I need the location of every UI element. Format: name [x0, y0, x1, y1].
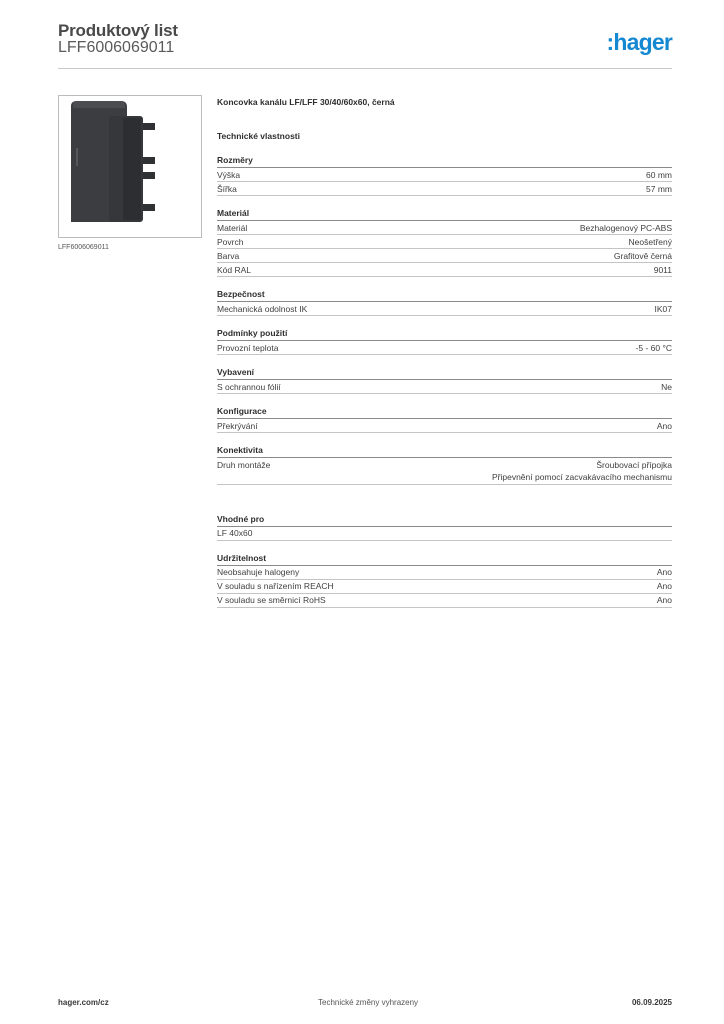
hager-logo: :hager [606, 29, 672, 55]
spec-value: Neošetřený [628, 236, 672, 247]
header-divider [58, 68, 672, 69]
product-name: Koncovka kanálu LF/LFF 30/40/60x60, černá [217, 97, 395, 107]
spec-row [217, 458, 672, 485]
spec-label: Materiál [217, 222, 248, 233]
technical-properties-heading: Technické vlastnosti [217, 131, 300, 141]
spec-label: Mechanická odolnost IK [217, 303, 308, 314]
spec-label: Výška [217, 169, 241, 180]
spec-value: Ne [661, 381, 672, 392]
spec-content [217, 95, 672, 608]
spec-row [217, 380, 672, 394]
spec-value: Ano [656, 567, 672, 577]
footer-website-link[interactable]: hager.com/cz [58, 998, 109, 1007]
section-title: Bezpečnost [217, 288, 672, 302]
spec-value: IK07 [654, 303, 672, 314]
spec-row [217, 249, 672, 263]
footer-note: Technické změny vyhrazeny [318, 998, 419, 1007]
spec-label: Neobsahuje halogeny [217, 567, 300, 577]
spec-value: -5 - 60 °C [635, 342, 672, 353]
spec-row [217, 594, 672, 608]
product-image [58, 95, 202, 238]
spec-row [217, 168, 672, 182]
spec-row [217, 566, 672, 580]
section-connectivity [217, 444, 672, 485]
spec-row [217, 235, 672, 249]
section-dimensions [217, 154, 672, 196]
section-suitable-for [217, 513, 672, 541]
spec-row [217, 419, 672, 433]
spec-row [217, 527, 672, 541]
spec-row [217, 182, 672, 196]
spec-value: Ano [656, 420, 672, 431]
spec-value-line: Šroubovací přípojka [596, 459, 672, 470]
spec-label: Povrch [217, 236, 244, 247]
section-sustainability [217, 552, 672, 608]
spec-value: Bezhalogenový PC-ABS [579, 222, 672, 233]
section-title: Vhodné pro [217, 513, 672, 527]
image-caption: LFF6006069011 [58, 244, 109, 251]
section-title: Konfigurace [217, 405, 672, 419]
spec-row [217, 263, 672, 277]
section-material [217, 207, 672, 277]
spec-value: Ano [656, 581, 672, 591]
spec-label: V souladu s nařízením REACH [217, 581, 334, 591]
section-title: Rozměry [217, 154, 672, 168]
spec-label: Druh montáže [217, 459, 271, 470]
section-title: Udržitelnost [217, 552, 672, 566]
cable-trunking-end-cap-illustration [59, 96, 201, 237]
spec-value [492, 459, 672, 484]
spec-value: 60 mm [646, 169, 672, 180]
spec-value: 57 mm [646, 183, 672, 194]
section-equipment [217, 366, 672, 394]
spec-row [217, 221, 672, 235]
spec-value: 9011 [653, 264, 672, 275]
spec-label: S ochrannou fólií [217, 381, 281, 392]
section-safety [217, 288, 672, 316]
spec-label: Barva [217, 250, 240, 261]
spec-row [217, 341, 672, 355]
section-conditions-of-use [217, 327, 672, 355]
spec-label: Kód RAL [217, 264, 252, 275]
spec-label: Překrývání [217, 420, 258, 431]
spec-label: Provozní teplota [217, 342, 279, 353]
spec-row [217, 302, 672, 316]
spec-label: Šířka [217, 183, 237, 194]
spec-value-line: Připevnění pomocí zacvakávacího mechanismu [491, 472, 672, 482]
spec-label: V souladu se směrnicí RoHS [217, 595, 326, 605]
section-title: Vybavení [217, 366, 672, 380]
spec-label: LF 40x60 [217, 528, 253, 538]
section-title: Materiál [217, 207, 672, 221]
product-code: LFF6006069011 [58, 39, 175, 56]
spec-row [217, 580, 672, 594]
section-title: Konektivita [217, 444, 672, 458]
section-configuration [217, 405, 672, 433]
section-title: Podmínky použití [217, 327, 672, 341]
page-title: Produktový list [58, 21, 178, 40]
spec-value: Grafitově černá [613, 250, 672, 261]
spec-value: Ano [656, 595, 672, 605]
footer-date: 06.09.2025 [631, 998, 672, 1007]
